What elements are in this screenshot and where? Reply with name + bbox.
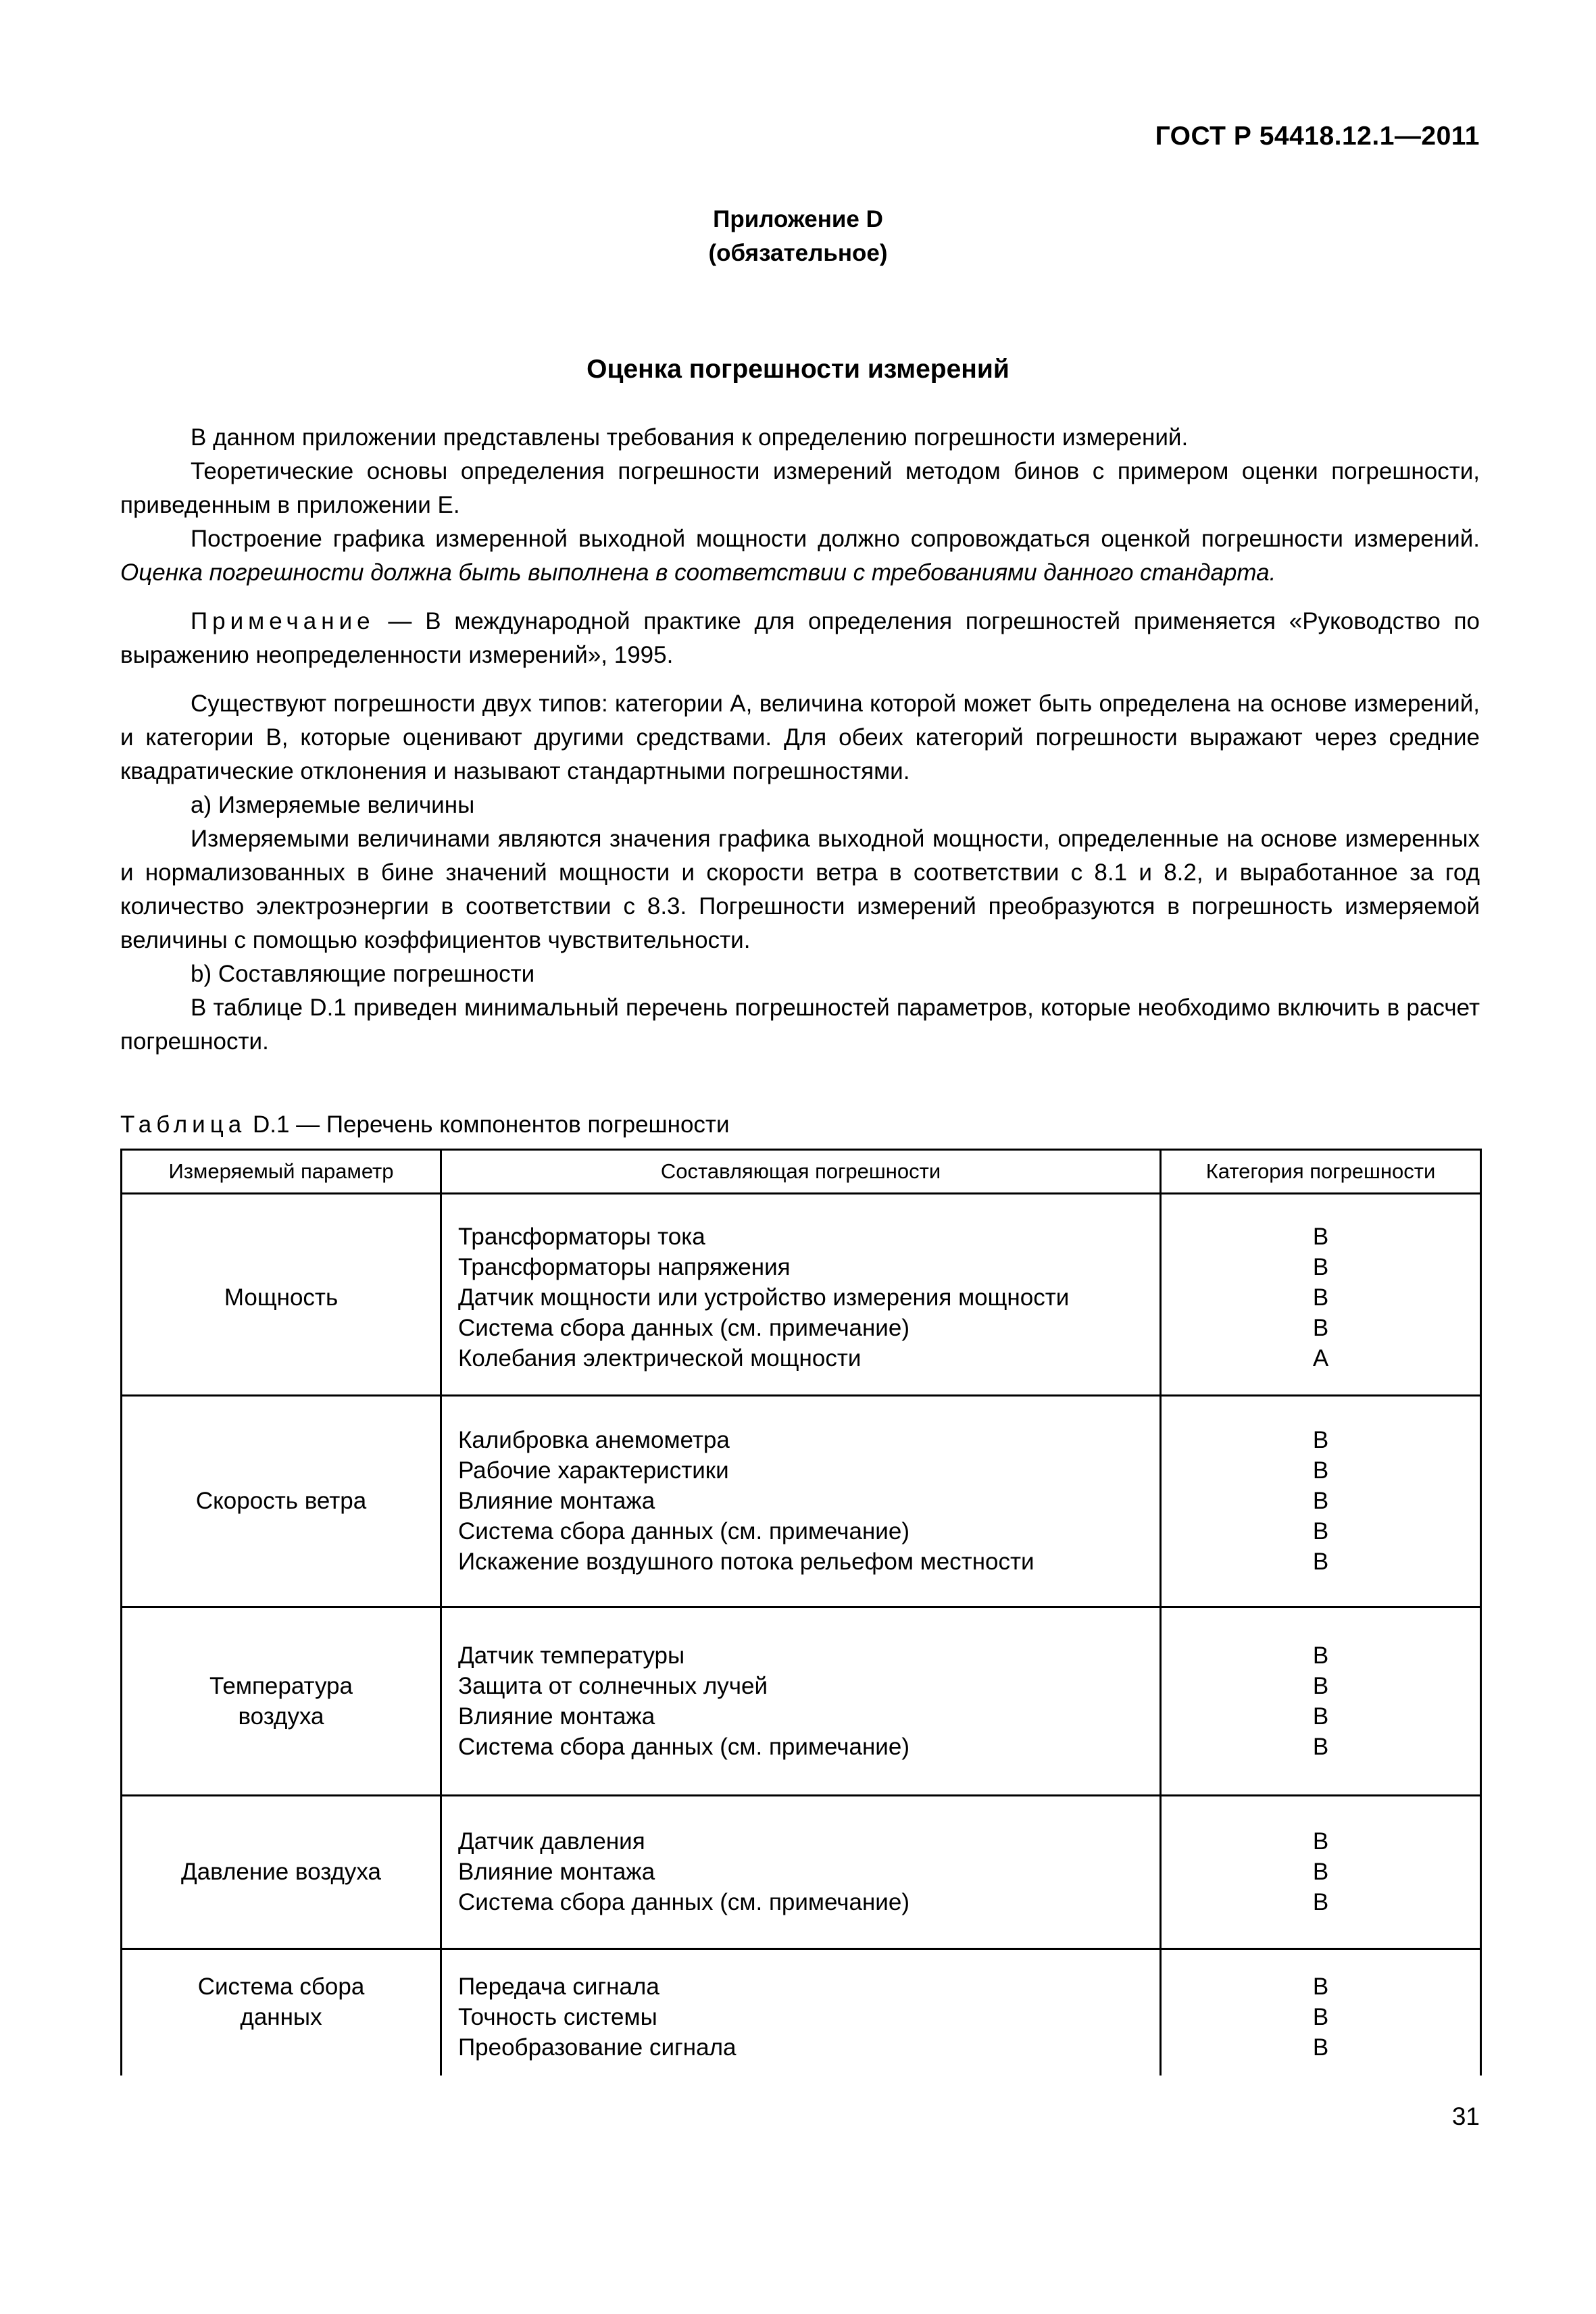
table-row (122, 1395, 1481, 1607)
component-line: Защита от солнечных лучей (458, 1672, 768, 1699)
param-line: Скорость ветра (195, 1488, 367, 1514)
category-cell (1161, 1201, 1481, 1395)
component-line: Система сбора данных (см. примечание) (458, 1518, 909, 1544)
category-line: В (1312, 2034, 1329, 2061)
component-cell (441, 1201, 1161, 1395)
body-text (120, 421, 1480, 1059)
uncertainty-table (120, 1149, 1482, 2076)
header-parameter: Измеряемый параметр (122, 1150, 441, 1194)
paragraph-categories: Существуют погрешности двух типов: категории А, величина которой может быть определена на основе измерений, и категории В, которые оценивают другими средствами. Для обеих категорий погрешности выражают через средние квадратические отклонения и называют стандартными погрешностями. (120, 690, 1480, 784)
component-cell (441, 1395, 1161, 1607)
paragraph-plot-requirement (120, 522, 1480, 590)
table-caption (120, 1108, 1134, 1142)
note-text: — В международной практике для определения погрешностей применяется «Руководство по выражению неопределенности измерений», 1995. (120, 608, 1480, 668)
component-cell (441, 1795, 1161, 1948)
category-line: В (1312, 1427, 1329, 1453)
component-line: Датчик температуры (458, 1642, 685, 1669)
category-line: В (1312, 1315, 1329, 1342)
param-cell (122, 1395, 441, 1607)
component-line: Преобразование сигнала (458, 2034, 737, 2061)
param-line: Температура (209, 1672, 353, 1699)
component-line: Датчик давления (458, 1828, 645, 1855)
category-cell (1161, 1795, 1481, 1948)
standard-number: ГОСТ Р 54418.12.1—2011 (1155, 122, 1480, 151)
paragraph-item-a: a) Измеряемые величины (191, 792, 475, 818)
category-line: В (1312, 1518, 1329, 1544)
component-cell (441, 1607, 1161, 1795)
page-number: 31 (1451, 2103, 1480, 2130)
param-line: воздуха (238, 1703, 324, 1730)
table-caption-label: Таблица (120, 1111, 247, 1138)
paragraph-theory: Теоретические основы определения погрешности измерений методом бинов с примером оценки погрешности, приведенным в приложении Е. (120, 458, 1480, 518)
category-line: В (1312, 1224, 1329, 1251)
param-cell (122, 1607, 441, 1795)
category-line: В (1312, 1549, 1329, 1575)
component-line: Трансформаторы тока (458, 1224, 705, 1251)
table-row (122, 1607, 1481, 1795)
category-line: В (1312, 1733, 1329, 1760)
param-cell (122, 1795, 441, 1948)
category-line: В (1312, 1859, 1329, 1885)
category-cell (1161, 1948, 1481, 2076)
section-title: Оценка погрешности измерений (587, 355, 1009, 384)
component-line: Датчик мощности или устройство измерения мощности (458, 1284, 1070, 1311)
paragraph-table-ref: В таблице D.1 приведен минимальный перечень погрешностей параметров, которые необходимо включить в расчет погрешности. (120, 995, 1480, 1055)
paragraph-item-b: b) Составляющие погрешности (191, 961, 535, 987)
category-line: В (1312, 1703, 1329, 1730)
category-line: А (1312, 1345, 1329, 1372)
component-line: Влияние монтажа (458, 1859, 655, 1885)
component-line: Трансформаторы напряжения (458, 1254, 791, 1281)
component-line: Передача сигнала (458, 1973, 659, 2000)
param-line: Система сбора (197, 1973, 365, 2000)
table-row (122, 1948, 1481, 2076)
param-line: Давление воздуха (181, 1859, 381, 1885)
category-line: В (1312, 1672, 1329, 1699)
paragraph-plot-regular: Построение графика измеренной выходной мощности должно сопровождаться оценкой погрешности измерений. (191, 526, 1480, 552)
appendix-label: Приложение D (713, 206, 883, 232)
table-header-row (122, 1150, 1481, 1194)
paragraph-measured-values: Измеряемыми величинами являются значения графика выходной мощности, определенные на основе измеренных и нормализованных в бине значений мощности и скорости ветра в соответствии с 8.1 и 8.2, и выработанное за год количество электроэнергии в соответствии с 8.3. Погрешности измерений преобразуются в погрешность измеряемой величины с помощью коэффициентов чувствительности. (120, 826, 1480, 953)
component-line: Система сбора данных (см. примечание) (458, 1315, 909, 1342)
category-line: В (1312, 1457, 1329, 1484)
component-line: Система сбора данных (см. примечание) (458, 1889, 909, 1915)
param-line: данных (240, 2003, 322, 2030)
category-line: В (1312, 2003, 1329, 2030)
table-row (122, 1795, 1481, 1948)
component-line: Искажение воздушного потока рельефом местности (458, 1549, 1034, 1575)
paragraph-plot-italic: Оценка погрешности должна быть выполнена в соответствии с требованиями данного стандарта. (120, 559, 1276, 586)
category-line: В (1312, 1254, 1329, 1281)
component-line: Влияние монтажа (458, 1488, 655, 1514)
component-line: Колебания электрической мощности (458, 1345, 862, 1372)
table-row (122, 1201, 1481, 1395)
component-cell (441, 1948, 1161, 2076)
table-spacer-row (122, 1194, 1481, 1202)
table-caption-text: D.1 — Перечень компонентов погрешности (246, 1111, 730, 1138)
category-line: В (1312, 1973, 1329, 2000)
component-line: Влияние монтажа (458, 1703, 655, 1730)
appendix-status: (обязательное) (708, 240, 888, 266)
category-line: В (1312, 1889, 1329, 1915)
header-category: Категория погрешности (1161, 1150, 1481, 1194)
component-line: Точность системы (458, 2003, 657, 2030)
note (120, 605, 1480, 672)
note-label: Примечание (191, 608, 375, 634)
category-line: В (1312, 1488, 1329, 1514)
header-component: Составляющая погрешности (441, 1150, 1161, 1194)
param-line: Мощность (224, 1284, 339, 1311)
category-line: В (1312, 1642, 1329, 1669)
category-cell (1161, 1395, 1481, 1607)
category-line: В (1312, 1284, 1329, 1311)
component-line: Рабочие характеристики (458, 1457, 729, 1484)
category-line: В (1312, 1828, 1329, 1855)
param-cell (122, 1948, 441, 2076)
param-cell (122, 1201, 441, 1395)
component-line: Калибровка анемометра (458, 1427, 730, 1453)
paragraph-intro: В данном приложении представлены требования к определению погрешности измерений. (191, 424, 1189, 451)
component-line: Система сбора данных (см. примечание) (458, 1733, 909, 1760)
appendix-heading (0, 203, 1596, 270)
category-cell (1161, 1607, 1481, 1795)
